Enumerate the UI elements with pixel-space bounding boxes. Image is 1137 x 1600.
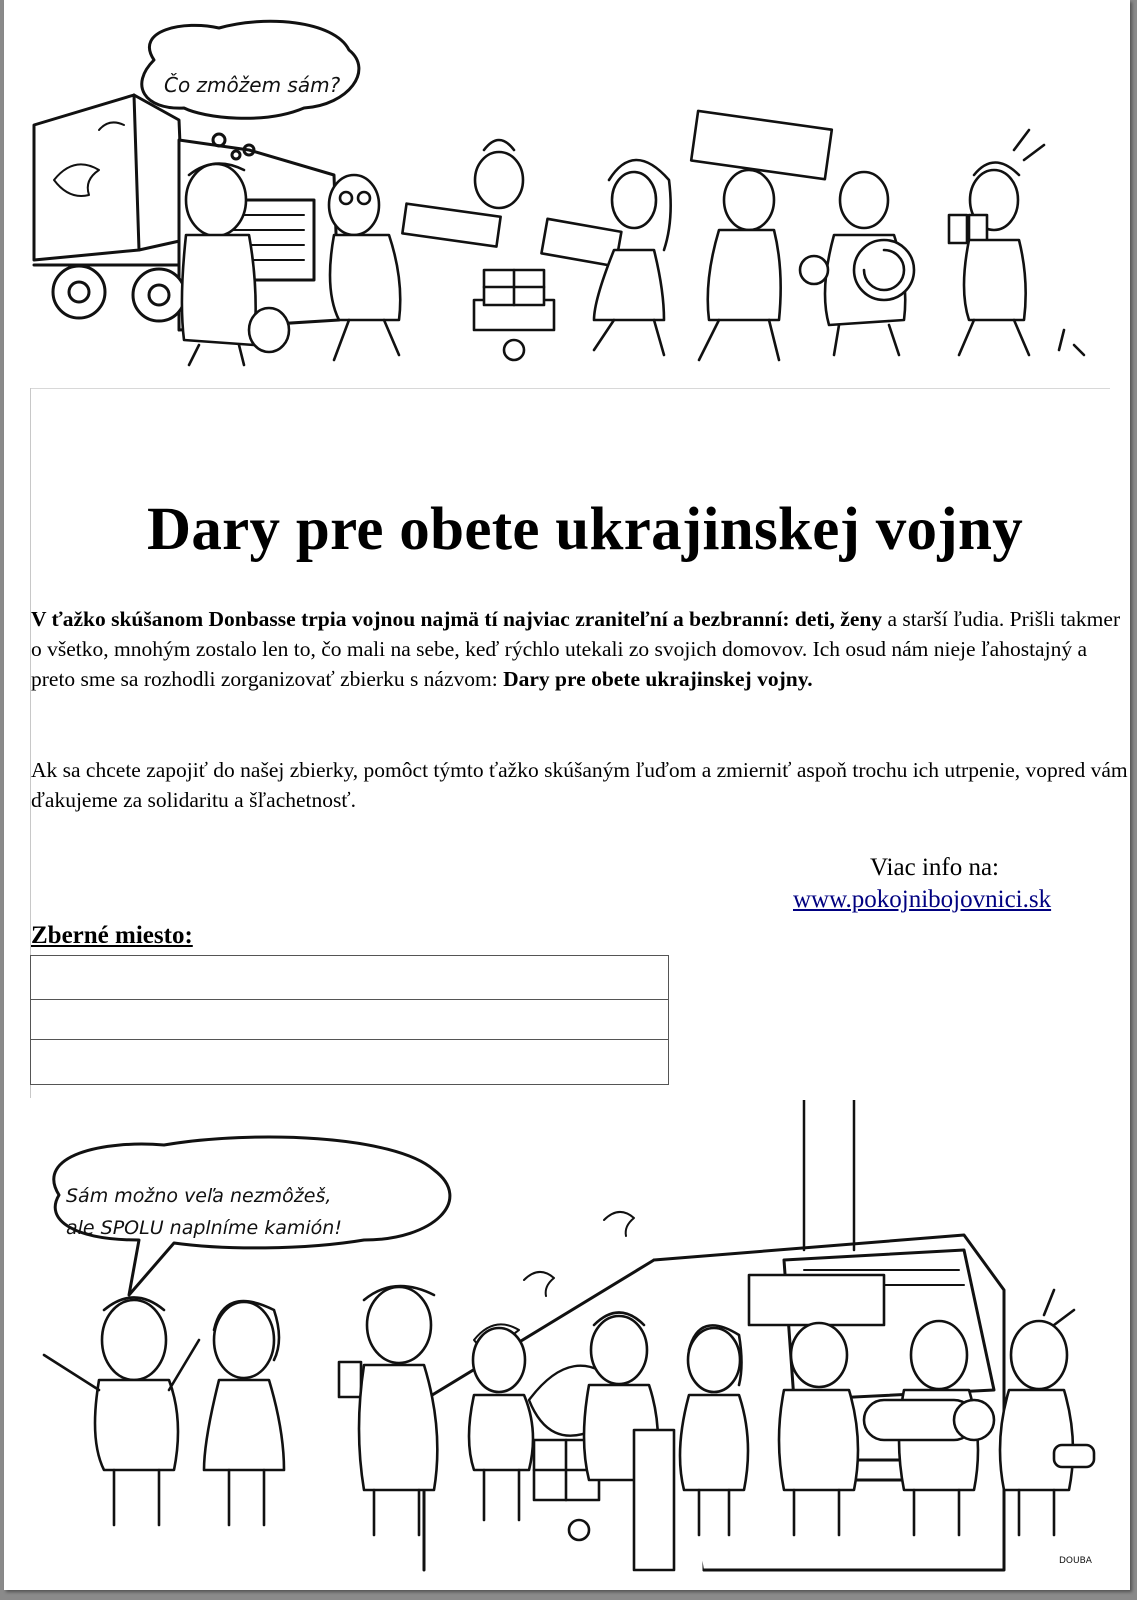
info-website-link[interactable]: www.pokojnibojovnici.sk — [793, 886, 1052, 913]
appeal-paragraph: Ak sa chcete zapojiť do našej zbierky, pomôct týmto ťažko skúšaným ľuďom a zmierniť aspoň trochu ich utrpenie, vopred vám ďakujeme za solidaritu a šľachetnosť. — [31, 758, 1128, 812]
speech-bubble-line1: Sám možno veľa nezmôžeš, — [66, 1185, 332, 1207]
thought-bubble-text: Čo zmôžem sám? — [164, 73, 341, 97]
intro-bold-start: V ťažko skúšanom Donbasse trpia vojnou najmä tí najviac zraniteľní a bezbranní: deti, ženy — [31, 607, 883, 631]
bottom-illustration — [4, 1100, 1130, 1590]
collection-point-table[interactable] — [30, 955, 669, 1085]
intro-middle: a starší ľudia. Prišli takmer o všetko, mnohým zostalo len to, čo mali na sebe, keď rýchlo utekali zo svojich domovov. Ich osud nám nieje ľahostajný a preto sme sa rozhodli zorganizovať zbierku s názvom: — [31, 607, 1121, 691]
collection-row-1[interactable] — [31, 956, 668, 1000]
collection-row-3[interactable] — [31, 1040, 668, 1084]
intro-bold-end: Dary pre obete ukrajinskej vojny. — [503, 667, 813, 691]
speech-bubble-line2: ale SPOLU naplníme kamión! — [66, 1217, 342, 1239]
intro-paragraph — [31, 604, 1130, 694]
collection-point-label: Zberné miesto: — [31, 922, 193, 949]
collection-row-2[interactable] — [31, 1000, 668, 1040]
frame-top-line — [30, 388, 1110, 389]
top-illustration — [4, 0, 1130, 390]
info-label: Viac info na: — [870, 854, 1000, 881]
artist-signature: DOUBA — [1059, 1556, 1092, 1566]
poster-page — [4, 0, 1130, 1590]
speech-bubble — [54, 1137, 450, 1295]
page-title: Dary pre obete ukrajinskej vojny — [147, 496, 1023, 563]
